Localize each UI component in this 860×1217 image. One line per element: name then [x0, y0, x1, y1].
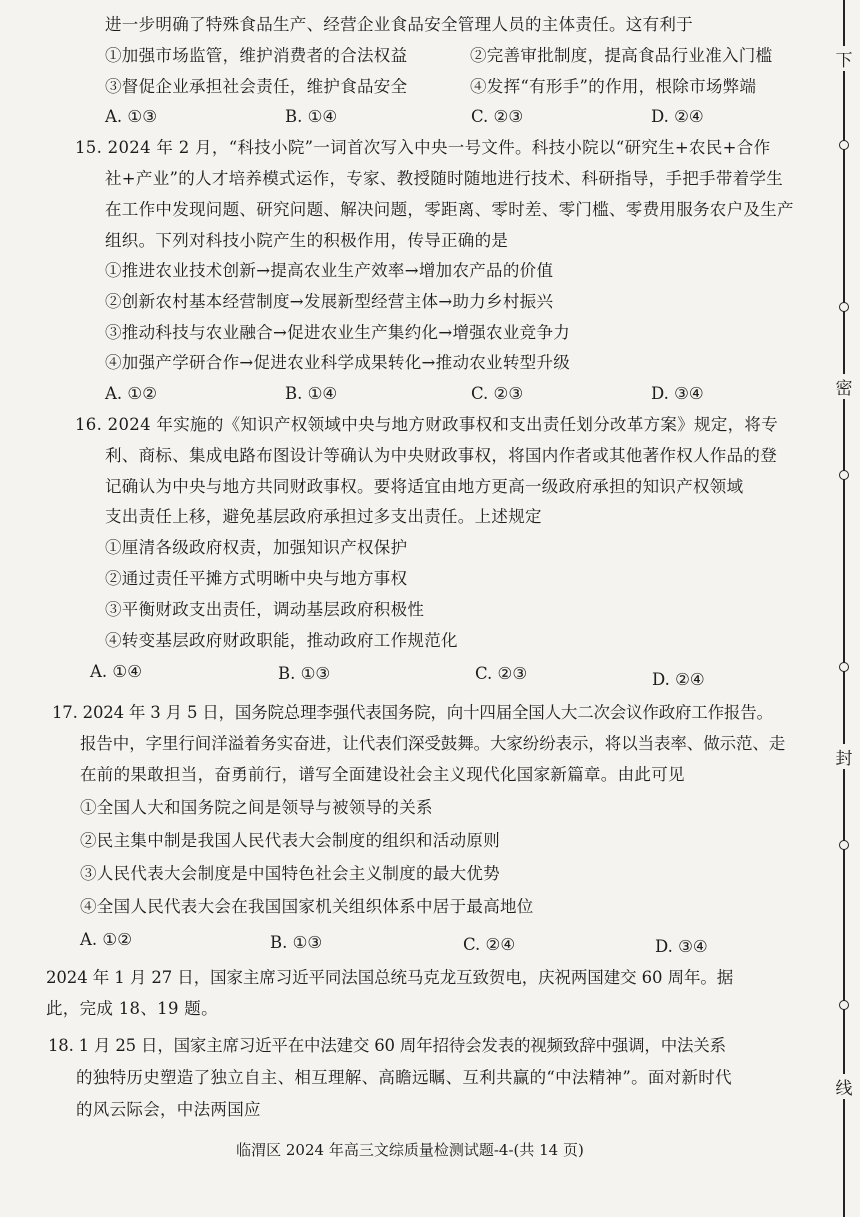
q17-statement-1: ①全国人大和国务院之间是领导与被领导的关系	[80, 798, 433, 817]
binding-margin	[826, 0, 860, 1217]
q15-stem-line-2: 社+产业”的人才培养模式运作，专家、教授随时随地进行技术、科研指导，手把手带着学生	[105, 169, 784, 188]
q16-option-a[interactable]: A. ①④	[90, 662, 142, 681]
q16-stem-line-1: 16. 2024 年实施的《知识产权领域中央与地方财政事权和支出责任划分改革方案》规定，将专	[75, 415, 779, 434]
q18-stem-line-3: 的风云际会，中法两国应	[76, 1100, 261, 1119]
q15-option-c[interactable]: C. ②③	[471, 384, 524, 403]
q14-stem-line: 进一步明确了特殊食品生产、经营企业食品安全管理人员的主体责任。这有利于	[105, 15, 693, 34]
q15-option-b[interactable]: B. ①④	[285, 384, 338, 403]
q17-option-d[interactable]: D. ③④	[655, 937, 708, 956]
binding-line	[843, 0, 845, 1217]
q16-statement-2: ②通过责任平摊方式明晰中央与地方事权	[105, 569, 408, 588]
q16-statement-1: ①厘清各级政府权责，加强知识产权保护	[105, 538, 408, 557]
page-footer: 临渭区 2024 年高三文综质量检测试题-4-(共 14 页)	[236, 1141, 584, 1159]
binding-char-2: 密	[834, 374, 854, 399]
q16-statement-3: ③平衡财政支出责任，调动基层政府积极性	[105, 600, 425, 619]
q15-stem-line-4: 组织。下列对科技小院产生的积极作用，传导正确的是	[105, 231, 509, 250]
q17-option-c[interactable]: C. ②④	[463, 935, 516, 954]
q14-statement-2: ②完善审批制度，提高食品行业准入门槛	[470, 46, 773, 65]
material-line-2: 此，完成 18、19 题。	[46, 999, 218, 1018]
q17-option-a[interactable]: A. ①②	[80, 930, 132, 949]
material-line-1: 2024 年 1 月 27 日，国家主席习近平同法国总统马克龙互致贺电，庆祝两国建交 60 周年。据	[46, 968, 734, 987]
q17-statement-4: ④全国人民代表大会在我国国家机关组织体系中居于最高地位	[80, 897, 534, 916]
q17-stem-line-1: 17. 2024 年 3 月 5 日，国务院总理李强代表国务院，向十四届全国人大二次会议作政府工作报告。	[52, 703, 773, 722]
binding-hole-6	[839, 1000, 849, 1010]
q18-stem-line-1: 18. 1 月 25 日，国家主席习近平在中法建交 60 周年招待会发表的视频致辞中强调，中法关系	[48, 1036, 726, 1055]
q16-stem-line-4: 支出责任上移，避免基层政府承担过多支出责任。上述规定	[105, 507, 542, 526]
q14-option-b[interactable]: B. ①④	[285, 107, 338, 126]
q16-option-d[interactable]: D. ②④	[652, 670, 705, 689]
q14-statement-1: ①加强市场监管，维护消费者的合法权益	[105, 46, 408, 65]
binding-hole-4	[839, 662, 849, 672]
q15-stem-line-1: 15. 2024 年 2 月，“科技小院”一词首次写入中央一号文件。科技小院以“研究生+农民+合作	[75, 138, 771, 157]
q14-option-c[interactable]: C. ②③	[471, 107, 524, 126]
q17-statement-2: ②民主集中制是我国人民代表大会制度的组织和活动原则	[80, 831, 500, 850]
q15-option-a[interactable]: A. ①②	[105, 384, 157, 403]
q16-statement-4: ④转变基层政府财政职能，推动政府工作规范化	[105, 631, 458, 650]
q17-statement-3: ③人民代表大会制度是中国特色社会主义制度的最大优势	[80, 864, 500, 883]
q16-stem-line-3: 记确认为中央与地方共同财政事权。要将适宜由地方更高一级政府承担的知识产权领域	[105, 477, 744, 496]
q14-option-a[interactable]: A. ①③	[105, 107, 157, 126]
q15-statement-3: ③推动科技与农业融合→促进农业生产集约化→增强农业竞争力	[105, 323, 571, 342]
q15-statement-4: ④加强产学研合作→促进农业科学成果转化→推动农业转型升级	[105, 353, 571, 372]
binding-char-4: 线	[834, 1074, 854, 1099]
q16-stem-line-2: 利、商标、集成电路布图设计等确认为中央财政事权，将国内作者或其他著作权人作品的登	[105, 446, 777, 465]
q17-stem-line-3: 在前的果敢担当，奋勇前行，谱写全面建设社会主义现代化国家新篇章。由此可见	[80, 765, 685, 784]
binding-hole-2	[839, 302, 849, 312]
q18-stem-line-2: 的独特历史塑造了独立自主、相互理解、高瞻远瞩、互利共赢的“中法精神”。面对新时代	[76, 1068, 732, 1087]
q15-stem-line-3: 在工作中发现问题、研究问题、解决问题，零距离、零时差、零门槛、零费用服务农户及生产	[105, 200, 794, 219]
q15-statement-2: ②创新农村基本经营制度→发展新型经营主体→助力乡村振兴	[105, 292, 554, 311]
binding-hole-1	[839, 140, 849, 150]
q16-option-c[interactable]: C. ②③	[475, 664, 528, 683]
q17-option-b[interactable]: B. ①③	[270, 933, 323, 952]
q15-option-d[interactable]: D. ③④	[651, 384, 704, 403]
binding-hole-5	[839, 840, 849, 850]
q14-statement-4: ④发挥“有形手”的作用，根除市场弊端	[470, 77, 757, 96]
q15-statement-1: ①推进农业技术创新→提高农业生产效率→增加农产品的价值	[105, 261, 554, 280]
q17-stem-line-2: 报告中，字里行间洋溢着务实奋进，让代表们深受鼓舞。大家纷纷表示，将以当表率、做示范、走	[80, 734, 786, 753]
binding-char-3: 封	[834, 744, 854, 769]
binding-hole-3	[839, 470, 849, 480]
binding-char-1: 下	[834, 46, 854, 71]
q14-statement-3: ③督促企业承担社会责任，维护食品安全	[105, 77, 408, 96]
q14-option-d[interactable]: D. ②④	[651, 107, 704, 126]
q16-option-b[interactable]: B. ①③	[278, 664, 331, 683]
